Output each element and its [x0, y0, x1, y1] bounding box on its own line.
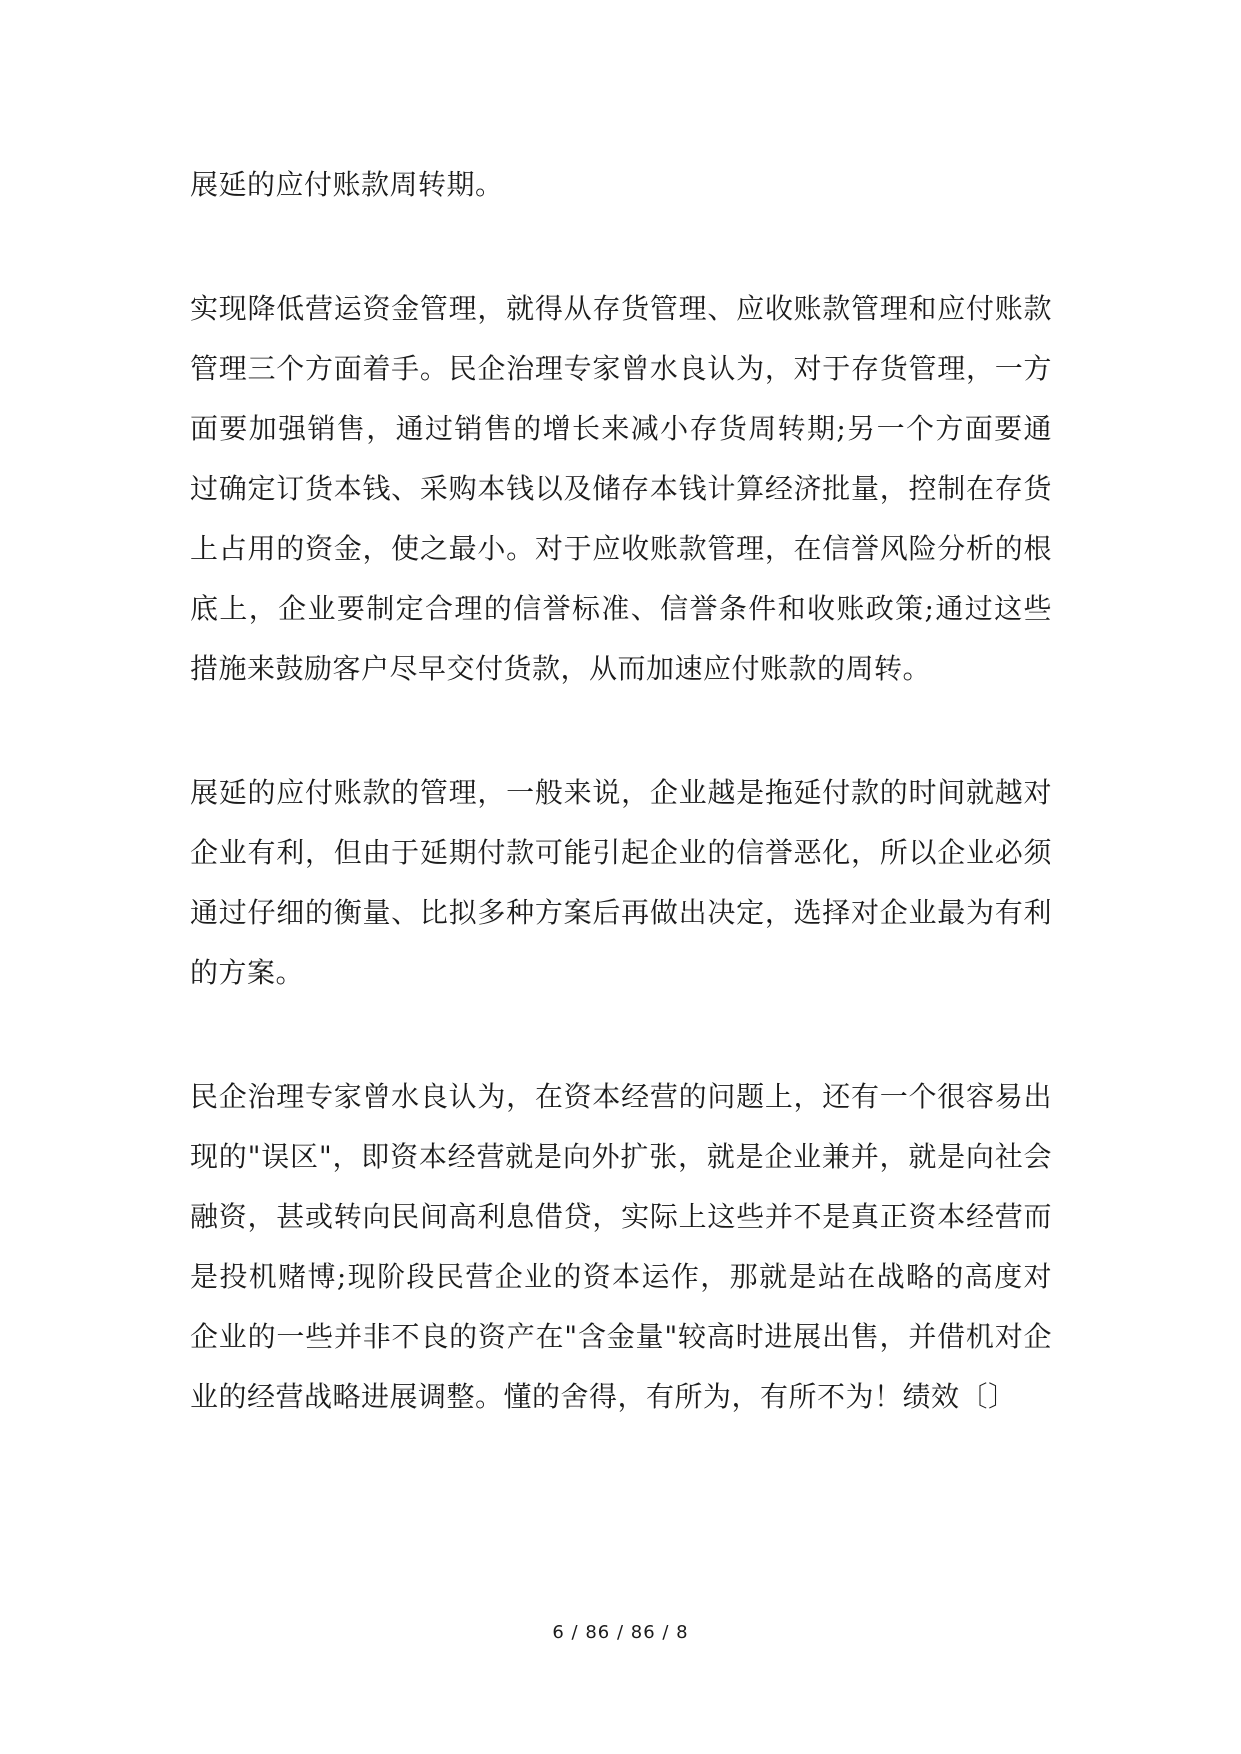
- paragraph-4: 民企治理专家曾水良认为，在资本经营的问题上，还有一个很容易出现的"误区"，即资本经营就是向外扩张，就是企业兼并，就是向社会融资，甚或转向民间高利息借贷，实际上这些并不是真正资本经营而是投机赌博;现阶段民营企业的资本运作，那就是站在战略的高度对企业的一些并非不良的资产在"含金量"较高时进展出售，并借机对企业的经营战略进展调整。懂的舍得，有所为，有所不为！绩效〔〕: [190, 1080, 1052, 1413]
- paragraph-3: 展延的应付账款的管理，一般来说，企业越是拖延付款的时间就越对企业有利，但由于延期付款可能引起企业的信誉恶化，所以企业必须通过仔细的衡量、比拟多种方案后再做出决定，选择对企业最为有利的方案。: [190, 776, 1052, 989]
- document-body: [190, 155, 1052, 1427]
- paragraph-1: 展延的应付账款周转期。: [190, 168, 504, 201]
- page-number-footer: 6 / 86 / 86 / 8: [552, 1622, 689, 1643]
- paragraph-2: 实现降低营运资金管理，就得从存货管理、应收账款管理和应付账款管理三个方面着手。民企治理专家曾水良认为，对于存货管理，一方面要加强销售，通过销售的增长来减小存货周转期;另一个方面要通过确定订货本钱、采购本钱以及储存本钱计算经济批量，控制在存货上占用的资金，使之最小。对于应收账款管理，在信誉风险分析的根底上，企业要制定合理的信誉标准、信誉条件和收账政策;通过这些措施来鼓励客户尽早交付货款，从而加速应付账款的周转。: [190, 292, 1052, 685]
